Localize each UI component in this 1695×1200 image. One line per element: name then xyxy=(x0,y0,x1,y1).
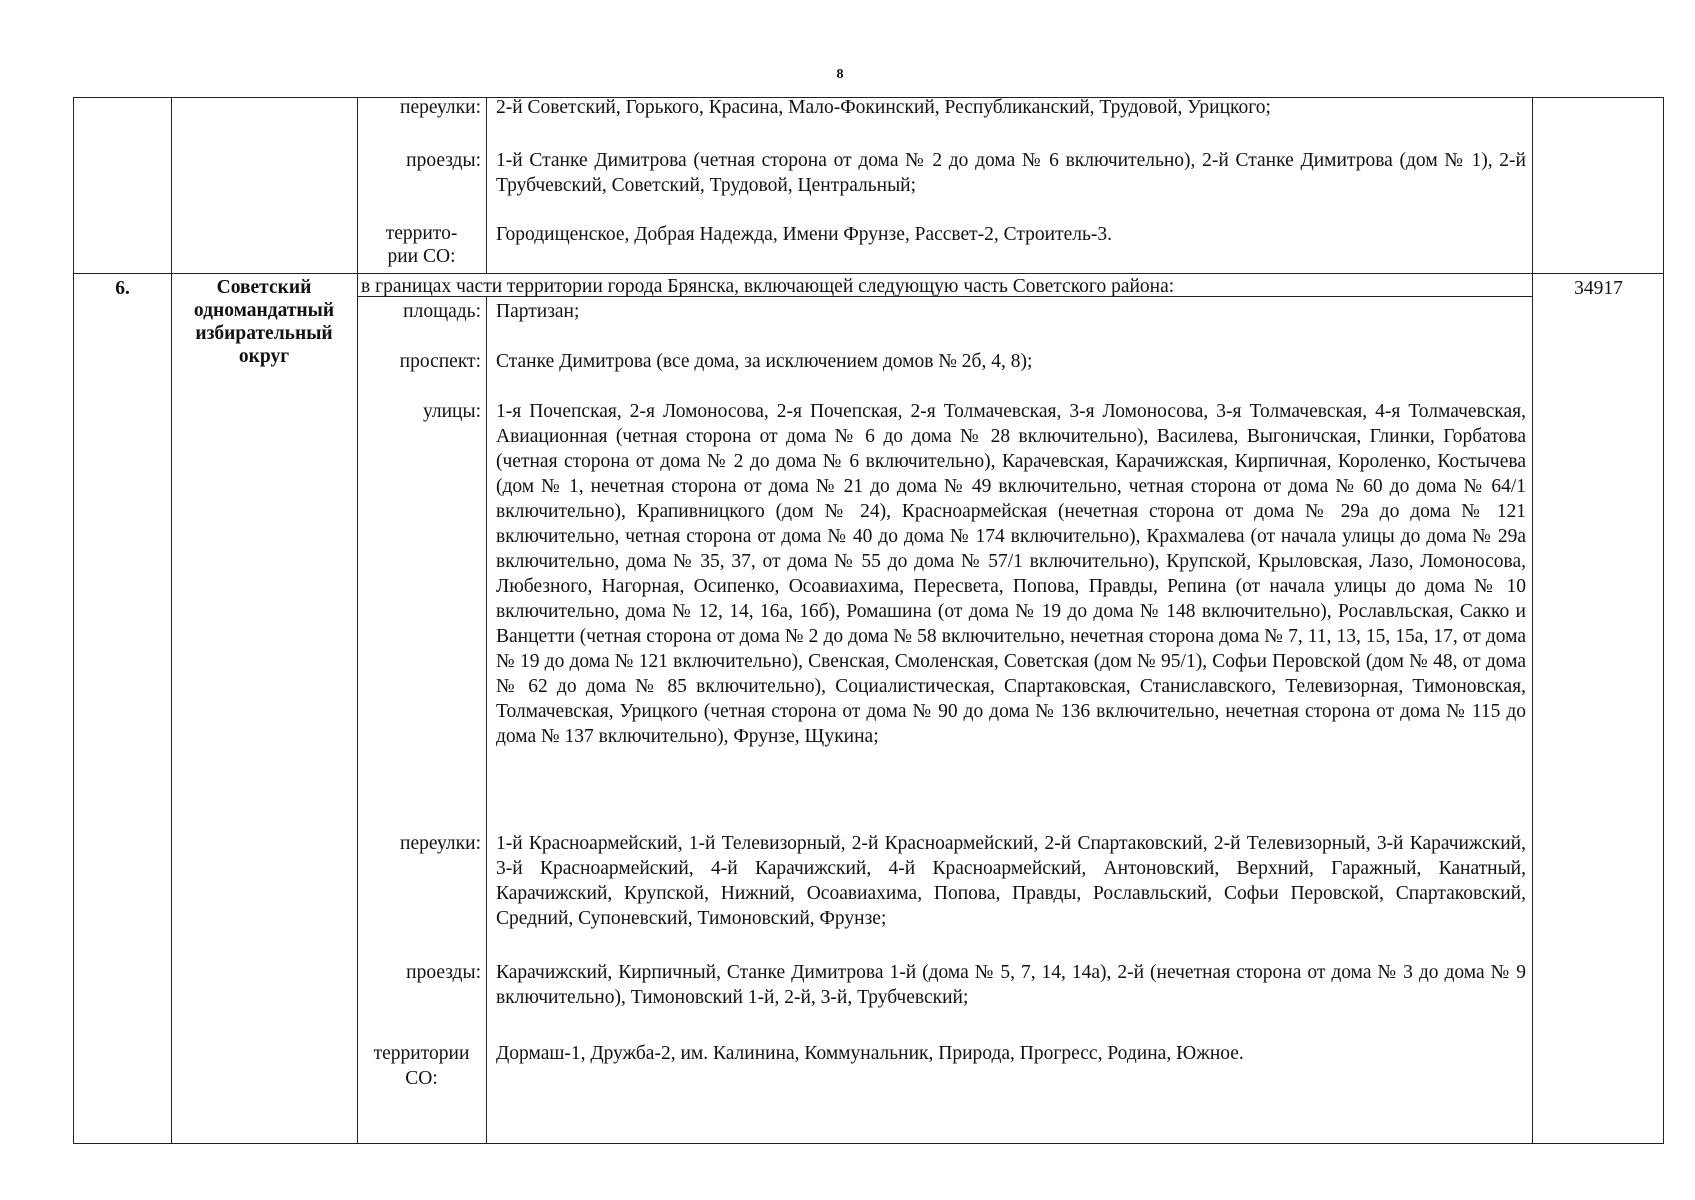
page-number: 8 xyxy=(836,67,844,82)
district-number: 6. xyxy=(115,278,130,299)
row-label: проспект: xyxy=(399,351,481,372)
row-label: площадь: xyxy=(403,301,481,322)
row-label: проезды: xyxy=(406,150,481,171)
row-text: Партизан; xyxy=(496,301,580,322)
district-intro: в границах части территории города Брянска, включающей следующую часть Советского района: xyxy=(361,276,1175,297)
row-text: Карачижский, Кирпичный, Станке Димитрова 1-й (дома № 5, 7, 14, 14а), 2-й (нечетная сторона от дома № 3 до дома № 9 включительно), Тимоновский 1-й, 2-й, 3-й, Трубчевский; xyxy=(496,962,1526,1008)
row-label: улицы: xyxy=(422,401,481,422)
row-text: Дормаш-1, Дружба-2, им. Калинина, Коммунальник, Природа, Прогресс, Родина, Южное. xyxy=(496,1043,1244,1064)
row-label: проезды: xyxy=(406,962,481,983)
row-text: 1-й Станке Димитрова (четная сторона от дома № 2 до дома № 6 включительно), 2-й Станке Димитрова (дом № 1), 2-й Трубчевский, Советский, Трудовой, Центральный; xyxy=(496,150,1526,196)
row-label: переулки: xyxy=(400,833,481,854)
row-text: 2-й Советский, Горького, Красина, Мало-Фокинский, Республиканский, Трудовой, Урицкого; xyxy=(496,97,1271,118)
column-divider-label-bottom xyxy=(486,296,487,1143)
district-name: Советский одномандатный избирательный округ xyxy=(193,277,335,367)
row-label: переулки: xyxy=(400,97,481,118)
row-text: 1-я Почепская, 2-я Ломоносова, 2-я Почепская, 2-я Толмачевская, 3-я Ломоносова, 3-я Толмачевская, 4-я Толмачевская, Авиационная (четная сторона от дома № 6 до дома № 28 включительно), Василева, Выгоничская, Глинки, Горбатова (четная сторона от дома № 2 до дома № 6 включительно), Карачевская, Карачижская, Кирпичная, Короленко, Костычева (дом № 1, нечетная сторона от дома № 21 до дома № 49 включительно, четная сторона от дома № 60 до дома № 64/1 включительно), Крапивницкого (дом № 24), Красноармейская (нечетная сторона от дома № 29а до дома № 121 включительно, четная сторона от дома № 40 до дома № 174 включительно), Крахмалева (от начала улицы до дома № 29а включительно, дома № 35, 37, от дома № 55 до дома № 57/1 включительно), Крупской, Крыловская, Лазо, Ломоносова, Любезного, Нагорная, Осипенко, Осоавиахима, Пересвета, Попова, Правды, Репина (от начала улицы до дома № 10 включительно, дома № 12, 14, 16а, 16б), Ромашина (от дома № 19 до дома № 148 включительно), Рославльская, Сакко и Ванцетти (четная сторона от дома № 2 до дома № 58 включительно, нечетная сторона дома № 7, 11, 13, 15, 15а, 17, от дома № 19 до дома № 121 включительно), Свенская, Смоленская, Советская (дом № 95/1), Софьи Перовской (дом № 48, от дома № 62 до дома № 85 включительно), Социалистическая, Спартаковская, Станиславского, Телевизорная, Тимоновская, Толмачевская, Урицкого (четная сторона от дома № 90 до дома № 136 включительно, нечетная сторона от дома № 115 до дома № 137 включительно), Фрунзе, Щукина; xyxy=(496,401,1526,747)
row-text: Станке Димитрова (все дома, за исключением домов № 2б, 4, 8); xyxy=(496,351,1033,372)
district-table xyxy=(73,97,1664,1144)
row-text: 1-й Красноармейский, 1-й Телевизорный, 2-й Красноармейский, 2-й Спартаковский, 2-й Телевизорный, 3-й Карачижский, 3-й Красноармейский, 4-й Карачижский, 4-й Красноармейский, Антоновский, Верхний, Гаражный, Канатный, Карачижский, Крупской, Нижний, Осоавиахима, Попова, Правды, Рославльский, Софьи Перовской, Спартаковский, Средний, Супоневский, Тимоновский, Фрунзе; xyxy=(496,833,1526,929)
column-divider-voters xyxy=(1532,98,1533,1143)
row-label: территории СО: xyxy=(373,1043,470,1089)
column-divider-number xyxy=(171,98,172,1143)
row-text: Городищенское, Добрая Надежда, Имени Фрунзе, Рассвет-2, Строитель-3. xyxy=(496,224,1113,245)
row-label: террито- рии СО: xyxy=(385,223,458,267)
voter-count: 34917 xyxy=(1574,278,1623,299)
column-divider-label-top xyxy=(486,98,487,273)
